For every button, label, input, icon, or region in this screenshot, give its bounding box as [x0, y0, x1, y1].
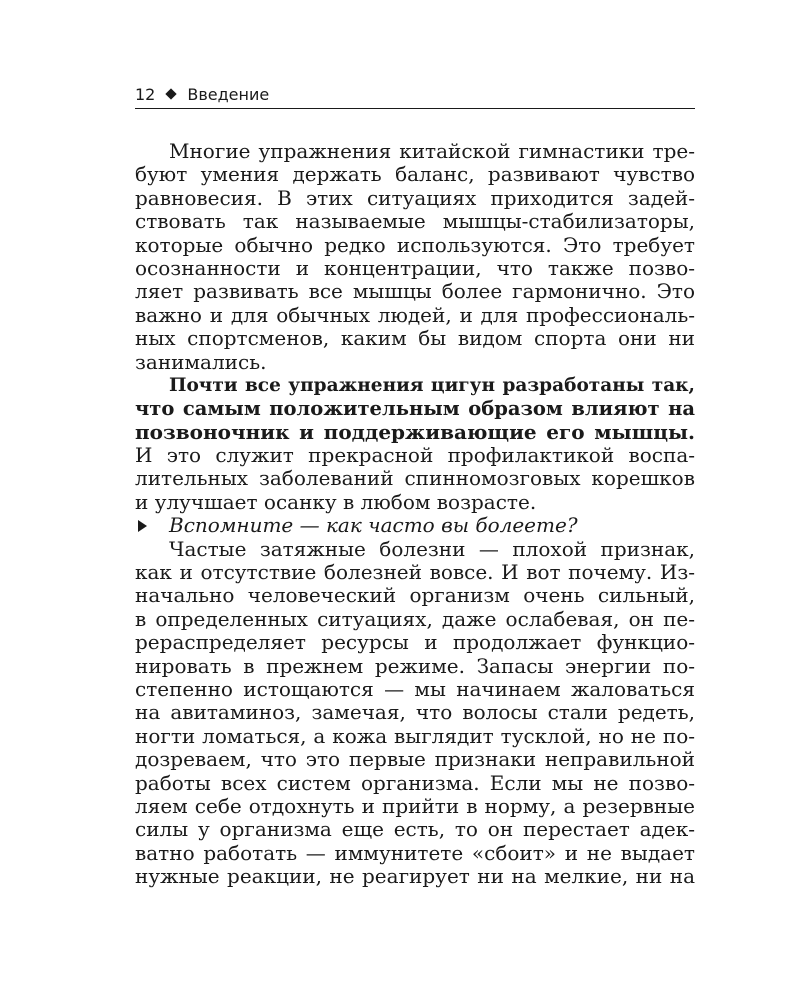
text-line: ногти ломаться, а кожа выглядит тусклой, но не по-	[135, 724, 695, 748]
bold-text-line: Почти все упражнения цигун разработаны так,	[169, 374, 695, 396]
text-line: осознанности и концентрации, что также позво-	[135, 256, 695, 280]
text-line: степенно истощаются — мы начинаем жаловаться	[135, 677, 695, 701]
running-header	[135, 82, 695, 106]
text-line: и улучшает осанку в любом возрасте.	[135, 490, 537, 514]
text-line: ствовать так называемые мышцы-стабилизаторы,	[135, 210, 695, 234]
text-line: работы всех систем организма. Если мы не позво-	[135, 771, 695, 795]
text-line: важно и для обычных людей, и для профессиональ-	[135, 303, 695, 327]
header-rule	[135, 108, 695, 109]
text-line: занимались.	[135, 350, 267, 374]
text-line: ных спортсменов, каким бы видом спорта они ни	[135, 327, 695, 351]
triangle-bullet-icon	[138, 520, 147, 532]
text-line: ватно работать — иммунитете «сбоит» и не выдает	[135, 841, 695, 865]
diamond-icon	[166, 88, 177, 99]
text-line: Частые затяжные болезни — плохой признак,	[169, 537, 695, 561]
body-text	[135, 140, 695, 889]
text-line: как и отсутствие болезней вовсе. И вот почему. Из-	[135, 561, 695, 585]
text-line: рераспределяет ресурсы и продолжает функцио-	[135, 631, 695, 655]
bullet-item	[135, 514, 695, 537]
text-line: на авитаминоз, замечая, что волосы стали редеть,	[135, 701, 695, 725]
text-line: нужные реакции, не реагирует ни на мелкие, ни на	[135, 865, 695, 889]
text-line: которые обычно редко используются. Это требует	[135, 233, 695, 257]
text-line: равновесия. В этих ситуациях приходится задей-	[135, 186, 695, 210]
bullet-text: Вспомните — как часто вы болеете?	[169, 514, 578, 538]
section-title: Введение	[187, 84, 270, 104]
text-line: Многие упражнения китайской гимнастики тре-	[169, 140, 695, 163]
text-line: дозреваем, что это первые признаки неправильной	[135, 748, 695, 772]
text-line: силы у организма еще есть, то он перестает адек-	[135, 818, 695, 842]
page-number: 12	[135, 84, 156, 104]
text-line: лительных заболеваний спинномозговых корешков	[135, 467, 695, 491]
bold-text-line: что самым положительным образом влияют на	[135, 397, 695, 421]
text-line: И это служит прекрасной профилактикой воспа-	[135, 444, 695, 468]
bold-text-line: позвоночник и поддерживающие его мышцы.	[135, 420, 695, 444]
text-line: ляем себе отдохнуть и прийти в норму, а резервные	[135, 794, 695, 818]
text-line: в определенных ситуациях, даже ослабевая, он пе-	[135, 607, 695, 631]
text-line: начально человеческий организм очень сильный,	[135, 584, 695, 608]
text-line: нировать в прежнем режиме. Запасы энергии по-	[135, 654, 695, 678]
text-line: ляет развивать все мышцы более гармонично. Это	[135, 280, 695, 304]
text-line: буют умения держать баланс, развивают чувство	[135, 163, 695, 187]
